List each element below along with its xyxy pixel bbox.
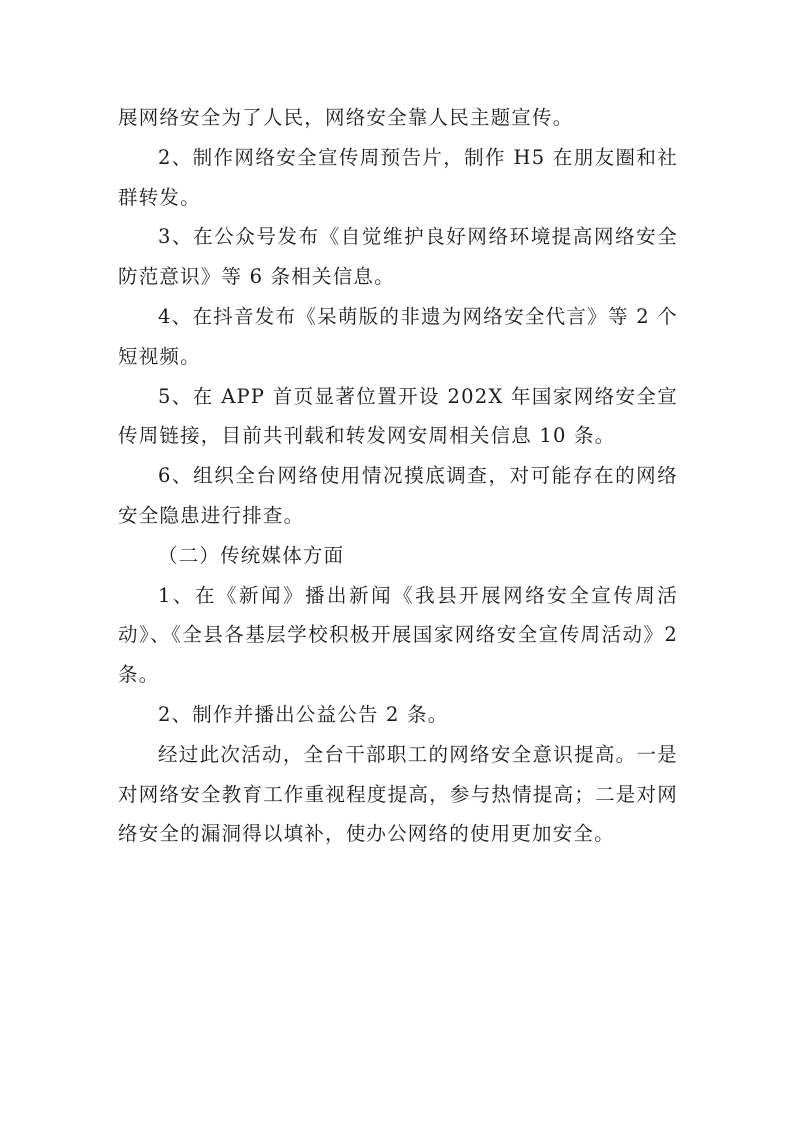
section-heading-traditional-media: （二）传统媒体方面	[158, 543, 345, 567]
paragraph-item-2: 2、制作网络安全宣传周预告片，制作 H5 在朋友圈和社群转发。	[118, 145, 678, 209]
paragraph-item-4: 4、在抖音发布《呆萌版的非遗为网络安全代言》等 2 个短视频。	[118, 304, 678, 368]
paragraph-item-6: 6、组织全台网络使用情况摸底调查，对可能存在的网络安全隐患进行排查。	[118, 464, 678, 527]
paragraph-item-5: 5、在 APP 首页显著位置开设 202X 年国家网络安全宣传周链接，目前共刊载和转发网安周相关信息 10 条。	[118, 384, 678, 448]
paragraph-item-2-traditional: 2、制作并播出公益公告 2 条。	[158, 702, 449, 726]
paragraph-item-1-traditional: 1、在《新闻》播出新闻《我县开展网络安全宣传周活动》、《全县各基层学校积极开展国家网络安全宣传周活动》2 条。	[118, 583, 678, 687]
paragraph-continuation: 展网络安全为了人民，网络安全靠人民主题宣传。	[118, 106, 574, 129]
paragraph-item-3: 3、在公众号发布《自觉维护良好网络环境提高网络安全防范意识》等 6 条相关信息。	[118, 225, 678, 289]
paragraph-conclusion: 经过此次活动，全台干部职工的网络安全意识提高。一是对网络安全教育工作重视程度提高，参与热情提高；二是对网络安全的漏洞得以填补，使办公网络的使用更加安全。	[118, 742, 678, 846]
document-body	[118, 98, 678, 854]
